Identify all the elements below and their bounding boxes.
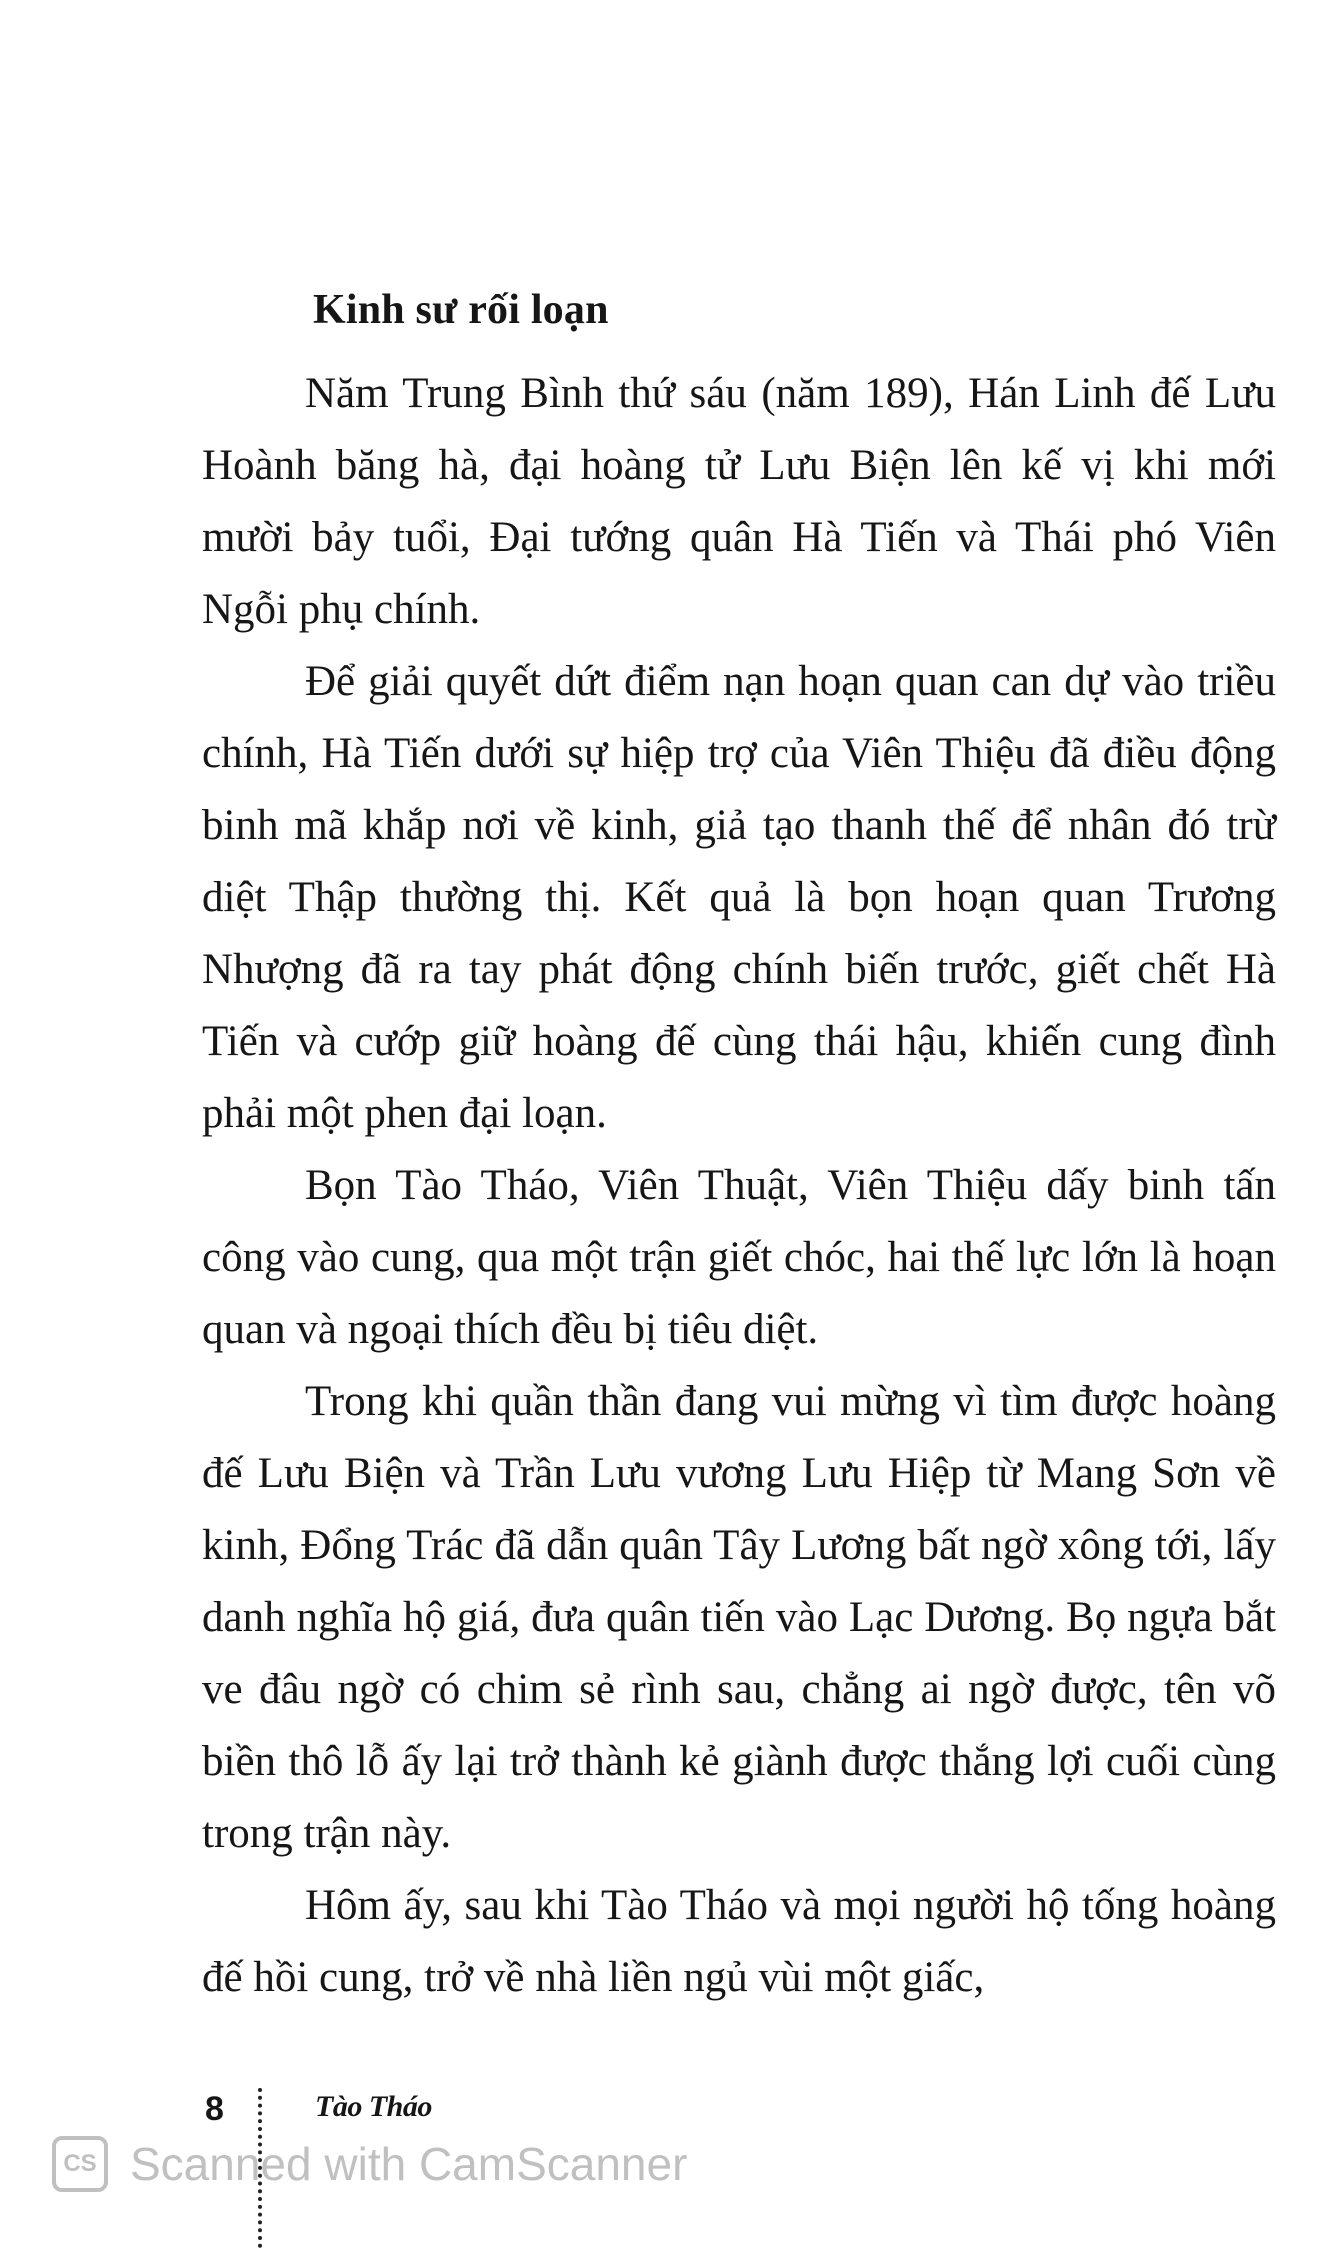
scanner-watermark bbox=[52, 2133, 687, 2195]
paragraph: Bọn Tào Tháo, Viên Thuật, Viên Thiệu dấy binh tấn công vào cung, qua một trận giết chóc, hai thế lực lớn là hoạn quan và ngoại thích đều bị tiêu diệt. bbox=[202, 1162, 1276, 1353]
body-text bbox=[202, 358, 1276, 2014]
paragraph: Trong khi quần thần đang vui mừng vì tìm được hoàng đế Lưu Biện và Trần Lưu vương Lưu Hiệp từ Mang Sơn về kinh, Đổng Trác đã dẫn quân Tây Lương bất ngờ xông tới, lấy danh nghĩa hộ giá, đưa quân tiến vào Lạc Dương. Bọ ngựa bắt ve đâu ngờ có chim sẻ rình sau, chẳng ai ngờ được, tên võ biền thô lỗ ấy lại trở thành kẻ giành được thắng lợi cuối cùng trong trận này. bbox=[202, 1378, 1276, 1857]
page-number: 8 bbox=[205, 2090, 224, 2128]
running-title: Tào Tháo bbox=[315, 2090, 432, 2123]
camscanner-logo-icon: CS bbox=[52, 2136, 108, 2192]
section-heading: Kinh sư rối loạn bbox=[313, 287, 609, 333]
watermark-text: Scanned with CamScanner bbox=[130, 2138, 688, 2190]
paragraph: Năm Trung Bình thứ sáu (năm 189), Hán Linh đế Lưu Hoành băng hà, đại hoàng tử Lưu Biện lên kế vị khi mới mười bảy tuổi, Đại tướng quân Hà Tiến và Thái phó Viên Ngỗi phụ chính. bbox=[202, 370, 1276, 633]
paragraph: Hôm ấy, sau khi Tào Tháo và mọi người hộ tống hoàng đế hồi cung, trở về nhà liền ngủ vùi một giấc, bbox=[202, 1882, 1276, 2001]
paragraph: Để giải quyết dứt điểm nạn hoạn quan can dự vào triều chính, Hà Tiến dưới sự hiệp trợ của Viên Thiệu đã điều động binh mã khắp nơi về kinh, giả tạo thanh thế để nhân đó trừ diệt Thập thường thị. Kết quả là bọn hoạn quan Trương Nhượng đã ra tay phát động chính biến trước, giết chết Hà Tiến và cướp giữ hoàng đế cùng thái hậu, khiến cung đình phải một phen đại loạn. bbox=[202, 658, 1276, 1137]
